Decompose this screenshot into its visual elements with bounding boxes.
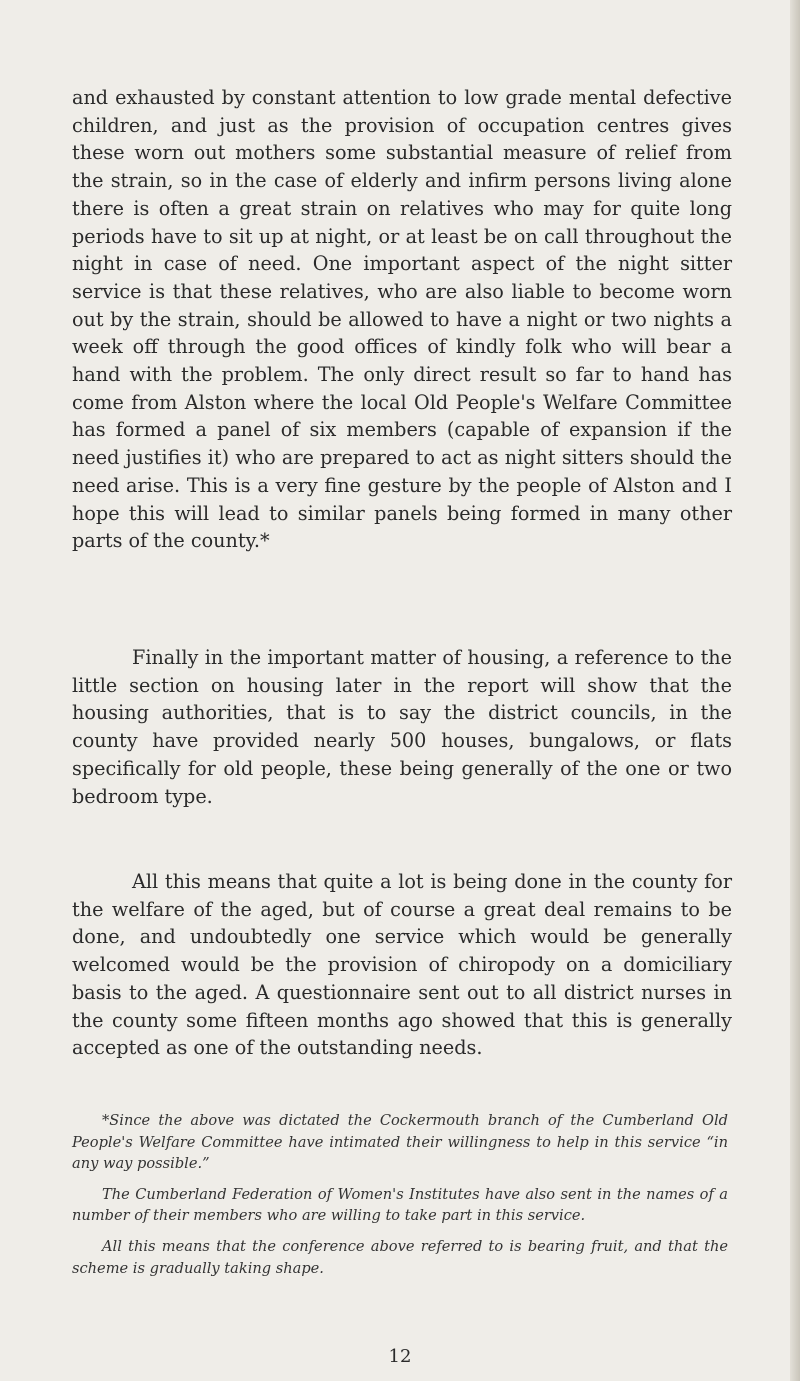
footnote-conference: All this means that the conference above referred to is bearing fruit, and that the scheme is gradually taking shape.: [72, 1237, 728, 1277]
paragraph-night-sitter-service: and exhausted by constant attention to low grade mental defective children, and just as the provision of occupation centres gives these worn out mothers some substantial measure of relief from the strain, so in the case of elderly and infirm persons living alone there is often a great strain on relatives who may for quite long periods have to sit up at night, or at least be on call throughout the night in case of need. One important aspect of the night sitter service is that these relatives, who are also liable to become worn out by the strain, should be allowed to have a night or two nights a week off through the good offices of kindly folk who will bear a hand with the problem. The only direct result so far to hand has come from Alston where the local Old People's Welfare Committee has formed a panel of six members (capable of expansion if the need justifies it) who are prepared to act as night sitters should the need arise. This is a very fine gesture by the people of Alston and I hope this will lead to similar panels being formed in many other parts of the county.*: [72, 86, 732, 553]
page-edge-shadow: [790, 0, 800, 1381]
paragraph-chiropody: All this means that quite a lot is being done in the county for the welfare of the aged, but of course a great deal remains to be done, and undoubtedly one service which would be generally welcomed would be the provision of chiropody on a domiciliary basis to the aged. A questionnaire sent out to all district nurses in the county some fifteen months ago showed that this is generally accepted as one of the outstanding needs.: [72, 870, 732, 1060]
footnote-cockermouth: *Since the above was dictated the Cockermouth branch of the Cumberland Old People's Welfare Committee have intimated their willingness to help in this service “in any way possible.”: [72, 1112, 728, 1173]
footnote-womens-institutes: The Cumberland Federation of Women's Institutes have also sent in the names of a number of their members who are willing to take part in this service.: [72, 1185, 728, 1225]
paragraph-housing: Finally in the important matter of housing, a reference to the little section on housing later in the report will show that the housing authorities, that is to say the district councils, in the county have provided nearly 500 houses, bungalows, or flats specifically for old people, these being generally of the one or two bedroom type.: [72, 646, 732, 808]
page-number: 12: [388, 1346, 412, 1367]
footnotes: [72, 1110, 728, 1288]
